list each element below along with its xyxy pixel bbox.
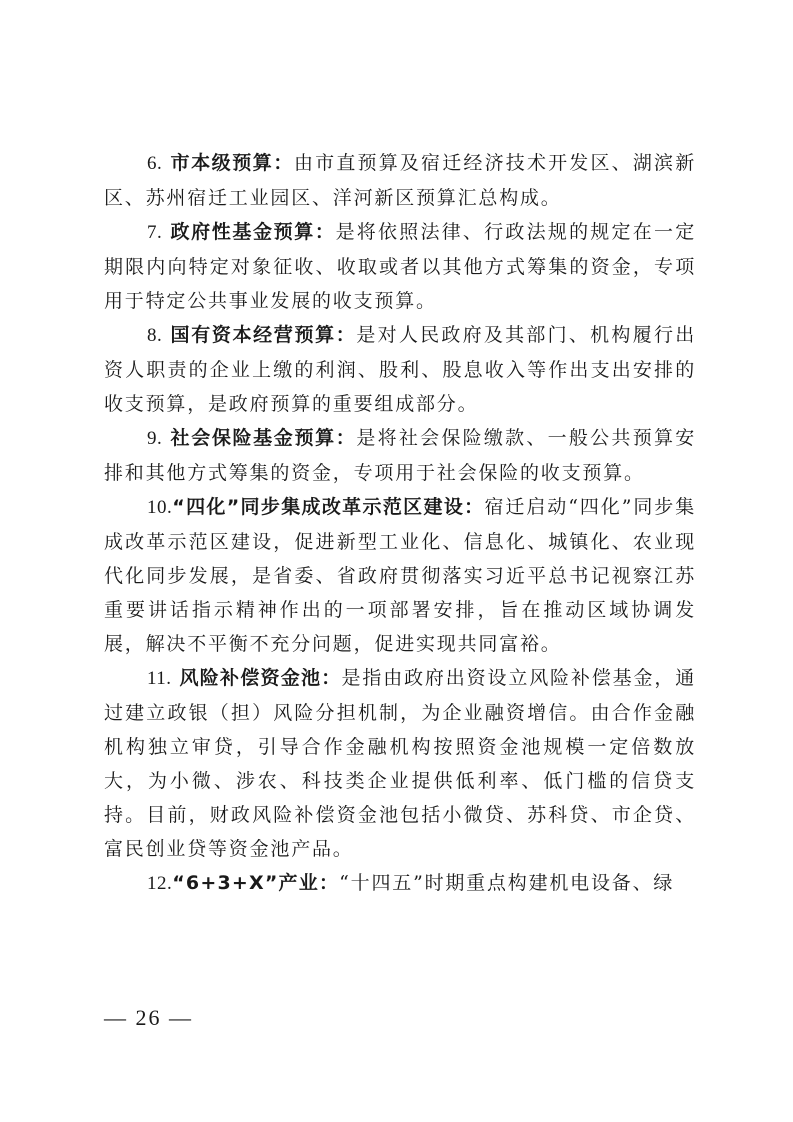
definition-text: 宿迁启动“四化”同步集成改革示范区建设，促进新型工业化、信息化、城镇化、农业现代化同步发展，是省委、省政府贯彻落实习近平总书记视察江苏重要讲话指示精神作出的一项部署安排，旨在推动区域协调发展，解决不平衡不充分问题，促进实现共同富裕。 <box>104 496 696 655</box>
term-heading: 风险补偿资金池： <box>179 667 342 689</box>
item-number: 6. <box>147 153 163 174</box>
term-heading: “四化”同步集成改革示范区建设： <box>172 496 485 518</box>
paragraph-12 <box>104 866 696 901</box>
document-body <box>104 146 696 901</box>
paragraph-8 <box>104 318 696 421</box>
item-number: 12. <box>147 873 173 894</box>
definition-text: 是将社会保险缴款、一般公共预算安排和其他方式筹集的资金，专项用于社会保险的收支预算。 <box>104 427 696 484</box>
term-heading: 社会保险基金预算： <box>170 427 357 449</box>
paragraph-9 <box>104 421 696 490</box>
item-number: 9. <box>147 428 163 449</box>
definition-text: 是指由政府出资设立风险补偿基金，通过建立政银（担）风险分担机制，为企业融资增信。由合作金融机构独立审贷，引导合作金融机构按照资金池规模一定倍数放大，为小微、涉农、科技类企业提供低利率、低门槛的信贷支持。目前，财政风险补偿资金池包括小微贷、苏科贷、市企贷、富民创业贷等资金池产品。 <box>104 667 696 860</box>
term-heading: “6+3+X”产业： <box>172 872 340 894</box>
definition-text: 是将依照法律、行政法规的规定在一定期限内向特定对象征收、收取或者以其他方式筹集的资金，专项用于特定公共事业发展的收支预算。 <box>104 221 697 312</box>
item-number: 10. <box>147 497 173 518</box>
item-number: 11. <box>147 668 172 689</box>
paragraph-10 <box>104 490 696 661</box>
item-number: 7. <box>147 222 163 243</box>
paragraph-7 <box>104 215 696 318</box>
definition-text: “十四五”时期重点构建机电设备、绿 <box>339 872 675 894</box>
paragraph-11 <box>104 661 696 866</box>
page-number: — 26 — <box>104 1005 193 1030</box>
item-number: 8. <box>147 325 163 346</box>
term-heading: 市本级预算： <box>170 152 294 174</box>
definition-text: 是对人民政府及其部门、机构履行出资人职责的企业上缴的利润、股利、股息收入等作出支出安排的收支预算，是政府预算的重要组成部分。 <box>104 324 696 415</box>
term-heading: 政府性基金预算： <box>170 221 336 243</box>
definition-text: 由市直预算及宿迁经济技术开发区、湖滨新区、苏州宿迁工业园区、洋河新区预算汇总构成。 <box>104 152 697 209</box>
paragraph-6 <box>104 146 696 215</box>
term-heading: 国有资本经营预算： <box>170 324 357 346</box>
